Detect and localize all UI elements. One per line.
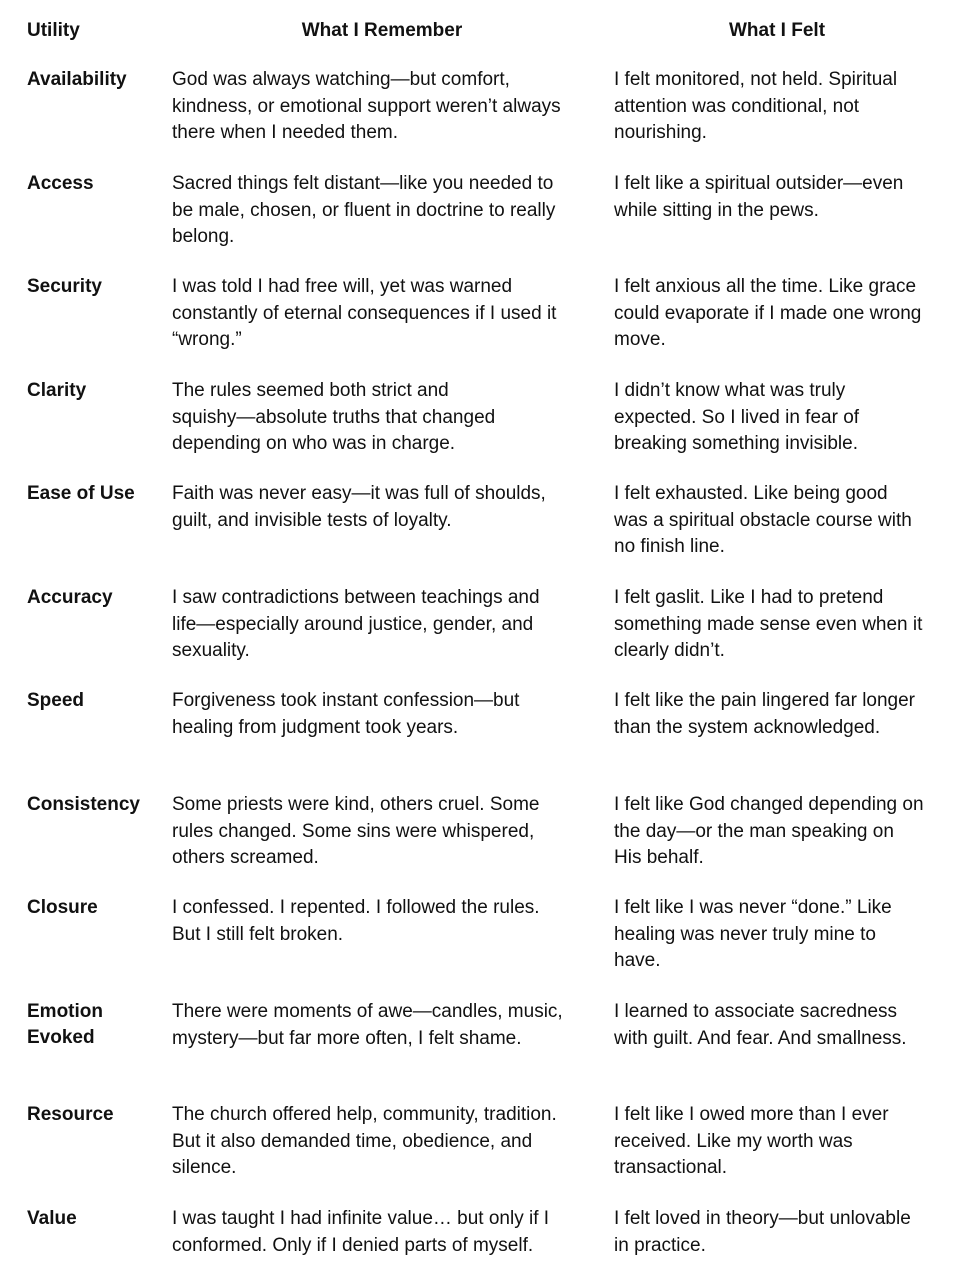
utility-cell: Emotion Evoked (27, 1001, 103, 1048)
felt-cell: I didn’t know what was truly expected. So I lived in fear of breaking something invisible. (614, 380, 860, 454)
remember-cell: Forgiveness took instant confession—but healing from judgment took years. (172, 690, 520, 738)
utility-cell: Value (27, 1208, 77, 1229)
utility-cell: Availability (27, 69, 127, 90)
remember-cell: There were moments of awe—candles, music, mystery—but far more often, I felt shame. (172, 1001, 563, 1049)
header-what-i-felt: What I Felt (728, 20, 826, 41)
remember-cell: Some priests were kind, others cruel. Some rules changed. Some sins were whispered, others screamed. (172, 794, 540, 868)
remember-cell: God was always watching—but comfort, kindness, or emotional support weren’t always there when I needed them. (172, 69, 561, 143)
remember-cell: Faith was never easy—it was full of shoulds, guilt, and invisible tests of loyalty. (172, 483, 546, 531)
header-what-i-remember: What I Remember (301, 20, 463, 41)
remember-cell: I was taught I had infinite value… but only if I conformed. Only if I denied parts of myself. (172, 1208, 550, 1256)
felt-cell: I learned to associate sacredness with guilt. And fear. And smallness. (614, 1001, 907, 1049)
felt-cell: I felt gaslit. Like I had to pretend something made sense even when it clearly didn’t. (614, 587, 923, 661)
remember-cell: Sacred things felt distant—like you needed to be male, chosen, or fluent in doctrine to really belong. (172, 173, 556, 247)
utility-cell: Clarity (27, 380, 87, 401)
utility-cell: Access (27, 173, 94, 194)
utility-cell: Resource (27, 1104, 114, 1125)
remember-cell: I confessed. I repented. I followed the rules. But I still felt broken. (172, 897, 540, 945)
table-header (0, 18, 966, 44)
felt-cell: I felt like a spiritual outsider—even while sitting in the pews. (614, 173, 904, 221)
remember-cell: The rules seemed both strict and squishy—absolute truths that changed depending on who was in charge. (172, 380, 496, 454)
utility-cell: Ease of Use (27, 483, 135, 504)
utility-cell: Consistency (27, 794, 140, 815)
felt-cell: I felt like I was never “done.” Like healing was never truly mine to have. (614, 897, 892, 971)
remember-cell: I saw contradictions between teachings and life—especially around justice, gender, and sexuality. (172, 587, 540, 661)
felt-cell: I felt anxious all the time. Like grace could evaporate if I made one wrong move. (614, 276, 922, 350)
felt-cell: I felt like God changed depending on the day—or the man speaking on His behalf. (614, 794, 924, 868)
remember-cell: The church offered help, community, tradition. But it also demanded time, obedience, and silence. (172, 1104, 557, 1178)
utility-cell: Closure (27, 897, 98, 918)
felt-cell: I felt exhausted. Like being good was a spiritual obstacle course with no finish line. (614, 483, 912, 557)
felt-cell: I felt like the pain lingered far longer than the system acknowledged. (614, 690, 916, 738)
remember-cell: I was told I had free will, yet was warned constantly of eternal consequences if I used it “wrong.” (172, 276, 557, 350)
felt-cell: I felt like I owed more than I ever received. Like my worth was transactional. (614, 1104, 889, 1178)
felt-cell: I felt monitored, not held. Spiritual attention was conditional, not nourishing. (614, 69, 898, 143)
utility-cell: Security (27, 276, 102, 297)
utility-cell: Accuracy (27, 587, 113, 608)
header-utility: Utility (27, 20, 80, 41)
utility-cell: Speed (27, 690, 85, 711)
felt-cell: I felt loved in theory—but unlovable in practice. (614, 1208, 911, 1256)
